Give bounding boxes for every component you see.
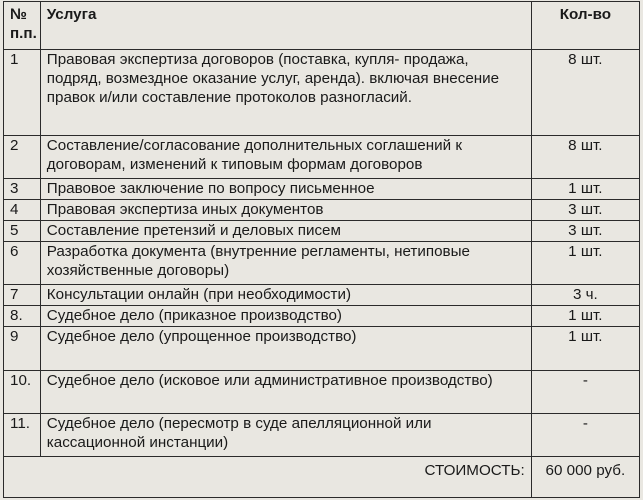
row-quantity: 3 ч. bbox=[531, 285, 639, 306]
row-number: 5 bbox=[4, 221, 41, 242]
table-row bbox=[4, 306, 640, 327]
table-row bbox=[4, 50, 640, 136]
row-number: 6 bbox=[4, 242, 41, 285]
row-service: Судебное дело (пересмотр в суде апелляционной или кассационной инстанции) bbox=[40, 414, 531, 457]
table-row bbox=[4, 414, 640, 457]
row-number: 3 bbox=[4, 179, 41, 200]
table-row bbox=[4, 136, 640, 179]
table-row bbox=[4, 221, 640, 242]
table-row bbox=[4, 371, 640, 414]
table-row bbox=[4, 200, 640, 221]
total-value: 60 000 руб. bbox=[531, 457, 639, 498]
row-service: Разработка документа (внутренние регламенты, нетиповые хозяйственные договоры) bbox=[40, 242, 531, 285]
total-spacer-cell bbox=[4, 457, 41, 498]
row-quantity: 1 шт. bbox=[531, 327, 639, 371]
row-quantity: 3 шт. bbox=[531, 221, 639, 242]
services-price-table bbox=[3, 1, 640, 498]
row-quantity: 1 шт. bbox=[531, 242, 639, 285]
row-quantity: 8 шт. bbox=[531, 50, 639, 136]
row-number: 10. bbox=[4, 371, 41, 414]
row-quantity: 8 шт. bbox=[531, 136, 639, 179]
row-service: Судебное дело (приказное производство) bbox=[40, 306, 531, 327]
header-number-abbr: п.п. bbox=[10, 25, 37, 42]
header-number-cell bbox=[4, 2, 41, 50]
row-number: 7 bbox=[4, 285, 41, 306]
row-quantity: - bbox=[531, 414, 639, 457]
row-number: 2 bbox=[4, 136, 41, 179]
row-service: Консультации онлайн (при необходимости) bbox=[40, 285, 531, 306]
row-number: 8. bbox=[4, 306, 41, 327]
row-service: Правовая экспертиза договоров (поставка, купля- продажа, подряд, возмездное оказание услуг, аренда). включая внесение правок и/или составление протоколов разногласий. bbox=[40, 50, 531, 136]
row-number: 1 bbox=[4, 50, 41, 136]
total-row bbox=[4, 457, 640, 498]
table-header-row bbox=[4, 2, 640, 50]
row-service: Составление/согласование дополнительных соглашений к договорам, изменений к типовым формам договоров bbox=[40, 136, 531, 179]
row-service: Составление претензий и деловых писем bbox=[40, 221, 531, 242]
row-quantity: - bbox=[531, 371, 639, 414]
header-number-symbol: № bbox=[10, 6, 27, 23]
row-number: 4 bbox=[4, 200, 41, 221]
row-number: 11. bbox=[4, 414, 41, 457]
row-quantity: 1 шт. bbox=[531, 306, 639, 327]
table-row bbox=[4, 179, 640, 200]
row-service: Судебное дело (упрощенное производство) bbox=[40, 327, 531, 371]
table-row bbox=[4, 327, 640, 371]
table-row bbox=[4, 285, 640, 306]
row-service: Правовая экспертиза иных документов bbox=[40, 200, 531, 221]
row-quantity: 1 шт. bbox=[531, 179, 639, 200]
header-quantity: Кол-во bbox=[531, 2, 639, 50]
total-label: СТОИМОСТЬ: bbox=[40, 457, 531, 498]
table-row bbox=[4, 242, 640, 285]
row-service: Судебное дело (исковое или административное производство) bbox=[40, 371, 531, 414]
row-service: Правовое заключение по вопросу письменное bbox=[40, 179, 531, 200]
row-quantity: 3 шт. bbox=[531, 200, 639, 221]
row-number: 9 bbox=[4, 327, 41, 371]
header-service: Услуга bbox=[40, 2, 531, 50]
